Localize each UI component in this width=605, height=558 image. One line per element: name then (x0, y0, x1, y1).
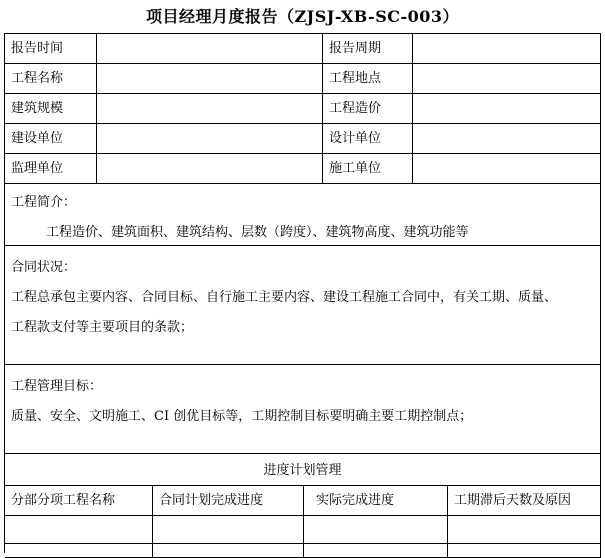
project-intro-heading: 工程简介： (11, 195, 77, 210)
schedule-management-title: 进度计划管理 (5, 454, 601, 486)
label-building-scale: 建筑规模 (5, 94, 97, 124)
label-project-name: 工程名称 (5, 64, 97, 94)
label-report-time: 报告时间 (5, 34, 97, 64)
report-time-field[interactable] (97, 34, 323, 64)
management-goals-heading: 工程管理目标： (11, 379, 103, 394)
schedule-cell[interactable] (304, 544, 448, 558)
schedule-cell[interactable] (448, 544, 601, 558)
schedule-col-planned: 合同计划完成进度 (153, 486, 304, 516)
label-project-cost: 工程造价 (323, 94, 413, 124)
schedule-cell[interactable] (153, 544, 304, 558)
schedule-cell[interactable] (448, 516, 601, 544)
schedule-col-delay: 工期滞后天数及原因 (448, 486, 601, 516)
client-unit-field[interactable] (97, 124, 323, 154)
management-goals-text: 质量、安全、文明施工、CI 创优目标等，工期控制目标要明确主要工期控制点； (11, 409, 473, 424)
schedule-cell[interactable] (5, 516, 153, 544)
label-report-period: 报告周期 (323, 34, 413, 64)
contract-status-section[interactable] (5, 246, 601, 365)
supervision-unit-field[interactable] (97, 154, 323, 184)
design-unit-field[interactable] (413, 124, 601, 154)
management-goals-section[interactable] (5, 365, 601, 454)
label-design-unit: 设计单位 (323, 124, 413, 154)
project-cost-field[interactable] (413, 94, 601, 124)
page-title: 项目经理月度报告（ZJSJ-XB-SC-003） (145, 7, 460, 26)
schedule-cell[interactable] (304, 516, 448, 544)
report-period-field[interactable] (413, 34, 601, 64)
schedule-col-actual: 实际完成进度 (304, 486, 448, 516)
schedule-cell[interactable] (153, 516, 304, 544)
project-intro-section[interactable] (5, 184, 601, 246)
contract-status-heading: 合同状况： (11, 260, 77, 275)
label-project-location: 工程地点 (323, 64, 413, 94)
label-client-unit: 建设单位 (5, 124, 97, 154)
contract-status-text-line2: 工程款支付等主要项目的条款； (11, 320, 194, 335)
label-construction-unit: 施工单位 (323, 154, 413, 184)
contract-status-text-line1: 工程总承包主要内容、合同目标、自行施工主要内容、建设工程施工合同中，有关工期、质量、 (11, 290, 558, 305)
construction-unit-field[interactable] (413, 154, 601, 184)
project-name-field[interactable] (97, 64, 323, 94)
label-supervision-unit: 监理单位 (5, 154, 97, 184)
report-table (4, 33, 601, 553)
building-scale-field[interactable] (97, 94, 323, 124)
schedule-cell[interactable] (5, 544, 153, 558)
schedule-col-item-name: 分部分项工程名称 (5, 486, 153, 516)
project-intro-text: 工程造价、建筑面积、建筑结构、层数（跨度）、建筑物高度、建筑功能等 (46, 225, 469, 240)
project-location-field[interactable] (413, 64, 601, 94)
